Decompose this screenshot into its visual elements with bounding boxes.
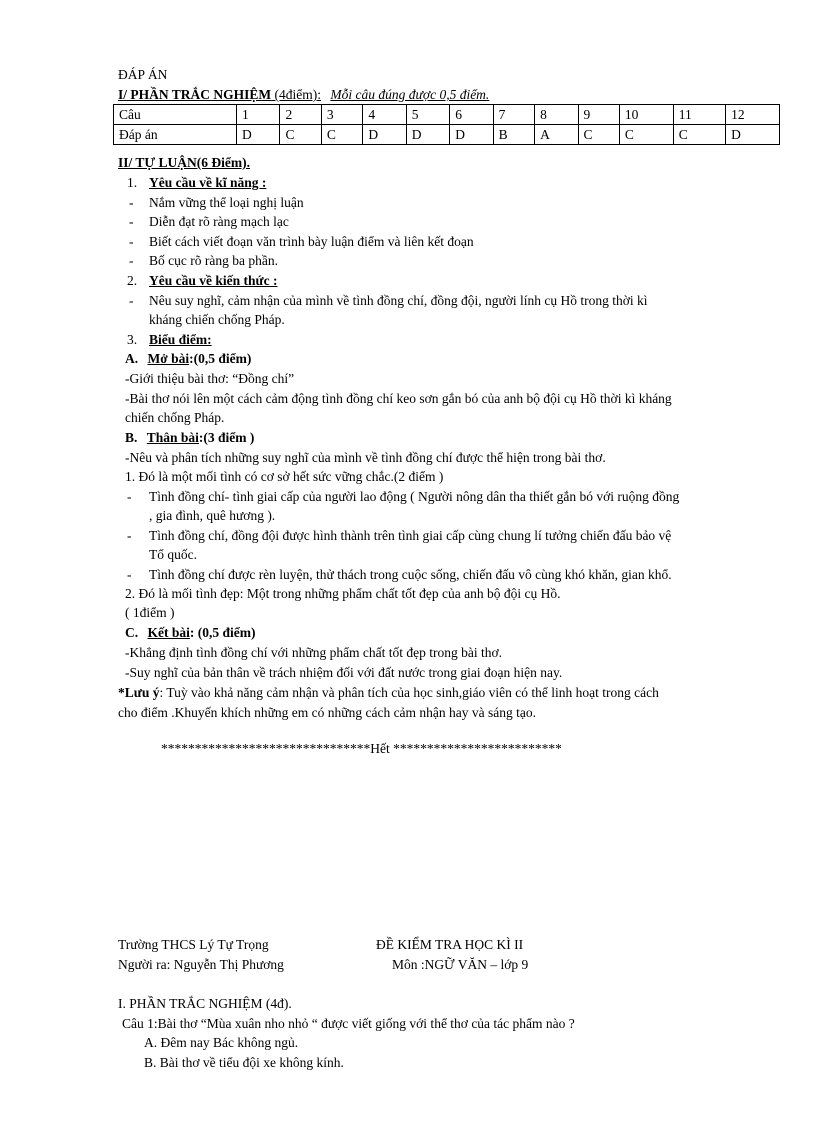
question-cell: 12 <box>726 105 780 125</box>
bullet-dash: - <box>127 528 132 543</box>
part1-heading-line <box>118 87 489 103</box>
body-bullet1-line2: , gia đình, quê hương ). <box>149 508 276 523</box>
skill-item: Bố cục rõ ràng ba phần. <box>149 253 278 268</box>
conclusion-heading <box>125 625 255 641</box>
part1-heading: I/ PHẦN TRẮC NGHIỆM <box>118 87 272 102</box>
knowledge-title: Yêu cầu về kiến thức : <box>149 273 278 288</box>
note-text: : Tuỳ vào khả năng cảm nhận và phân tích của học sinh,giáo viên có thể linh hoạt trong cách <box>159 685 659 700</box>
answer-cell: D <box>363 125 406 145</box>
answer-cell: C <box>619 125 673 145</box>
question-row <box>114 105 780 125</box>
note-label: *Lưu ý <box>118 685 160 700</box>
knowledge-item-line1: Nêu suy nghĩ, cảm nhận của mình về tình đồng chí, đồng đội, người lính cụ Hồ trong thời kì <box>149 293 648 308</box>
part2-heading: II/ TỰ LUẬN(6 Điểm). <box>118 155 250 170</box>
body-bullet2-line2: Tổ quốc. <box>149 547 197 562</box>
intro-title: Mở bài <box>147 351 190 366</box>
exam-subject: Môn :NGỮ VĂN – lớp 9 <box>392 957 529 972</box>
intro-letter: A. <box>125 351 139 366</box>
part1-points: (4điểm): <box>271 87 322 102</box>
body-letter: B. <box>125 430 138 445</box>
question-cell: 3 <box>321 105 362 125</box>
answer-cell: D <box>726 125 780 145</box>
answer-table <box>113 104 780 145</box>
exam-title: ĐỀ KIỂM TRA HỌC KÌ II <box>376 937 524 952</box>
body-line1: -Nêu và phân tích những suy nghĩ của mình về tình đồng chí được thể hiện trong bài thơ. <box>125 450 606 465</box>
knowledge-num: 2. <box>127 273 138 288</box>
intro-points: :(0,5 điểm) <box>189 351 252 366</box>
answer-row <box>114 125 780 145</box>
answer-cell: D <box>237 125 280 145</box>
intro-heading <box>125 351 251 367</box>
question-1-option-b: B. Bài thơ về tiểu đội xe không kính. <box>144 1055 344 1070</box>
answer-cell: A <box>535 125 578 145</box>
part1-note: Mỗi câu đúng được 0,5 điểm. <box>330 87 490 102</box>
school-name: Trường THCS Lý Tự Trọng <box>118 937 269 952</box>
bullet-dash: - <box>129 195 134 210</box>
question-cell: 2 <box>280 105 321 125</box>
bullet-dash: - <box>127 489 132 504</box>
skill-item: Nắm vững thể loại nghị luận <box>149 195 304 210</box>
answer-cell: C <box>321 125 362 145</box>
bullet-dash: - <box>129 234 134 249</box>
intro-line1: -Giới thiệu bài thơ: “Đồng chí” <box>125 371 295 386</box>
note-line2: cho điểm .Khuyến khích những em có những cách cảm nhận hay và sáng tạo. <box>118 705 537 720</box>
answer-cell: D <box>450 125 493 145</box>
question-cell: 10 <box>619 105 673 125</box>
bullet-dash: - <box>127 567 132 582</box>
end-marker: *******************************Hết ************************* <box>161 741 562 756</box>
skill-item: Biết cách viết đoạn văn trình bày luận điểm và liên kết đoạn <box>149 234 474 249</box>
body-bullet2-line1: Tình đồng chí, đồng đội được hình thành trên tình giai cấp cùng chung lí tưởng chiến đấu bảo vệ <box>149 528 672 543</box>
bullet-dash: - <box>129 214 134 229</box>
conclusion-title: Kết bài <box>147 625 190 640</box>
question-cell: 8 <box>535 105 578 125</box>
answer-cell: C <box>673 125 725 145</box>
row-label-question: Câu <box>114 105 237 125</box>
answer-cell: B <box>493 125 534 145</box>
question-cell: 11 <box>673 105 725 125</box>
question-cell: 9 <box>578 105 619 125</box>
body-bullet1-line1: Tình đồng chí- tình giai cấp của người lao động ( Người nông dân tha thiết gắn bó với ruộng đồng <box>149 489 680 504</box>
body-point1: 1. Đó là một mối tình có cơ sở hết sức vững chắc.(2 điểm ) <box>125 469 444 484</box>
body-point2: 2. Đó là mối tình đẹp: Một trong những phẩm chất tốt đẹp của anh bộ đội cụ Hồ. <box>125 586 561 601</box>
skills-num: 1. <box>127 175 138 190</box>
question-cell: 1 <box>237 105 280 125</box>
question-cell: 7 <box>493 105 534 125</box>
answer-cell: D <box>406 125 449 145</box>
note-line1 <box>118 685 659 701</box>
question-cell: 6 <box>450 105 493 125</box>
body-bullet3: Tình đồng chí được rèn luyện, thử thách trong cuộc sống, chiến đấu vô cùng khó khăn, gian khổ. <box>149 567 672 582</box>
skill-item: Diễn đạt rõ ràng mạch lạc <box>149 214 289 229</box>
question-cell: 5 <box>406 105 449 125</box>
answer-cell: C <box>578 125 619 145</box>
answer-key-title: ĐÁP ÁN <box>118 67 168 82</box>
question-1-option-a: A. Đêm nay Bác không ngủ. <box>144 1035 299 1050</box>
row-label-answer: Đáp án <box>114 125 237 145</box>
question-cell: 4 <box>363 105 406 125</box>
bullet-dash: - <box>129 253 134 268</box>
exam-part1-heading: I. PHẦN TRẮC NGHIỆM (4đ). <box>118 996 292 1011</box>
body-point2-points: ( 1điểm ) <box>125 605 175 620</box>
conclusion-line1: -Khẳng định tình đồng chí với những phẩm chất tốt đẹp trong bài thơ. <box>125 645 503 660</box>
body-title: Thân bài <box>146 430 199 445</box>
exam-author: Người ra: Nguyễn Thị Phương <box>118 957 284 972</box>
body-points: :(3 điểm ) <box>198 430 255 445</box>
scoring-title: Biểu điểm: <box>149 332 212 347</box>
scoring-num: 3. <box>127 332 138 347</box>
conclusion-letter: C. <box>125 625 139 640</box>
knowledge-item-line2: kháng chiến chống Pháp. <box>149 312 285 327</box>
intro-line2a: -Bài thơ nói lên một cách cảm động tình đồng chí keo sơn gắn bó của anh bộ đội cụ Hồ thời kì kháng <box>125 391 672 406</box>
body-heading <box>125 430 254 446</box>
conclusion-points: : (0,5 điểm) <box>189 625 256 640</box>
conclusion-line2: -Suy nghĩ của bản thân về trách nhiệm đối với đất nước trong giai đoạn hiện nay. <box>125 665 563 680</box>
question-1: Câu 1:Bài thơ “Mùa xuân nho nhỏ “ được viết giống với thể thơ của tác phẩm nào ? <box>122 1016 575 1031</box>
skills-title: Yêu cầu về kĩ năng : <box>149 175 267 190</box>
answer-cell: C <box>280 125 321 145</box>
bullet-dash: - <box>129 293 134 308</box>
intro-line2b: chiến chống Pháp. <box>125 410 225 425</box>
